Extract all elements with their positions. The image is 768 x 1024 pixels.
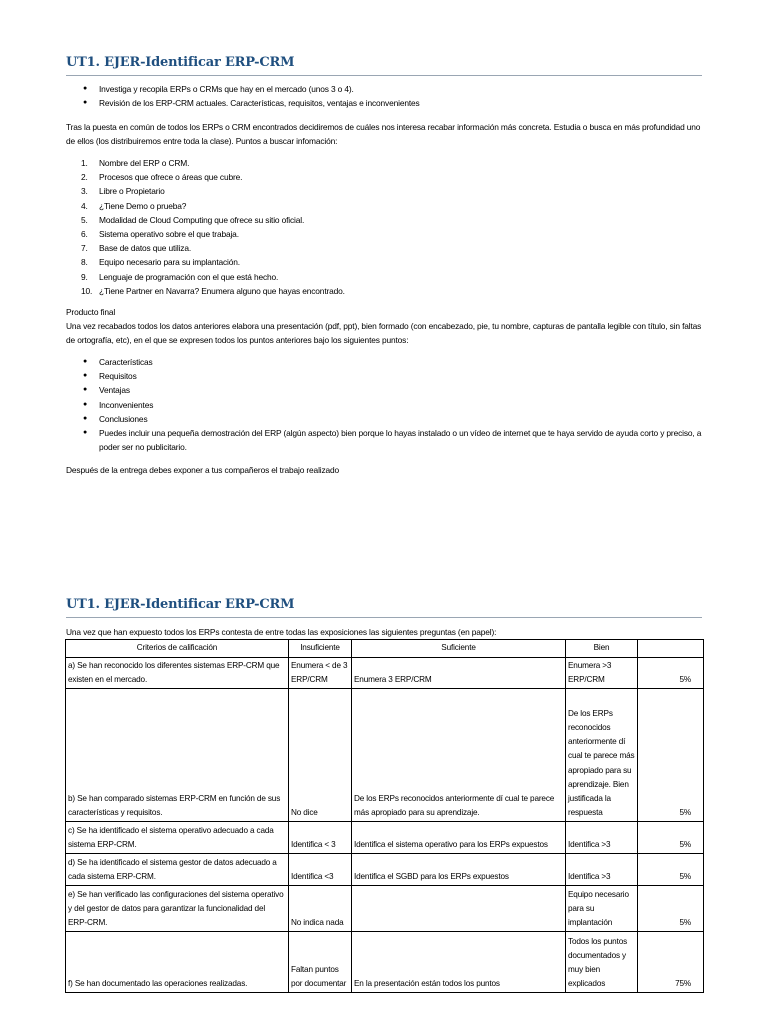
bullet-icon: ● [83,85,88,92]
table-header-row [66,640,704,658]
weight-cell: 5% [638,822,704,854]
bullet-icon: ● [83,386,88,394]
bullet-icon: ● [83,400,88,408]
insuficiente-cell: Enumera < de 3 ERP/CRM [289,658,352,689]
grading-criteria-table [65,639,704,993]
bien-cell: Todos los puntos documentados y muy bien explicados [566,932,638,993]
bullet-icon: ● [83,372,88,380]
bullet-icon: ● [83,429,88,437]
suficiente-cell: Enumera 3 ERP/CRM [352,658,566,689]
weight-cell: 75% [638,932,704,993]
list-item: ● Características [66,355,702,369]
column-header: Suficiente [352,640,566,658]
list-item: ● Investiga y recopila ERPs o CRMs que hay en el mercado (unos 3 o 4). [66,82,702,96]
weight-cell: 5% [638,689,704,822]
list-item: ● Conclusiones [66,412,702,426]
bullet-icon: ● [83,358,88,365]
suficiente-cell: De los ERPs reconocidos anteriormente dí cual te parece más apropiado para su aprendizaje. [352,689,566,822]
product-paragraph: Una vez recabados todos los datos anteriores elabora una presentación (pdf, ppt), bien formado (con encabezado, pie, tu nombre, capturas de pantalla legible con título, sin faltas de ortografía, etc), en el que se expresen todos los puntos anteriores bajo los siguientes puntos: [66,321,702,346]
insuficiente-cell: Identifica <3 [289,854,352,886]
suficiente-cell: En la presentación están todos los puntos [352,932,566,993]
list-item: 4. ¿Tiene Demo o prueba? [81,200,187,211]
list-item: 10. ¿Tiene Partner en Navarra? Enumera alguno que hayas encontrado. [81,285,345,296]
column-header: Insuficiente [289,640,352,658]
product-bullet-list [66,355,702,454]
bien-cell: De los ERPs reconocidos anteriormente dí cual te parece más apropiado para su aprendizaje. Bien justificada la respuesta [566,689,638,822]
table-row [66,822,704,854]
bien-cell: Enumera >3 ERP/CRM [566,658,638,689]
table-row [66,658,704,689]
list-item: ● Inconvenientes [66,398,702,412]
column-header: Bien [566,640,638,658]
column-header [638,640,704,658]
criterion-cell: d) Se ha identificado el sistema gestor de datos adecuado a cada sistema ERP-CRM. [66,854,289,886]
list-item: 6. Sistema operativo sobre el que trabaja. [81,229,239,240]
insuficiente-cell: Faltan puntos por documentar [289,932,352,993]
list-item: ● Requisitos [66,369,702,383]
weight-cell: 5% [638,854,704,886]
intro-bullet-list [66,82,702,110]
list-item: ● Ventajas [66,383,702,397]
list-item: 3. Libre o Propietario [81,186,165,197]
intro-paragraph: Tras la puesta en común de todos los ERPs o CRM encontrados decidiremos de cuáles nos interesa recabar información más concreta. Estudia o busca en más profundidad uno de ellos (los distribuiremos entre toda la clase). Puntos a buscar infomación: [66,122,701,147]
suficiente-cell: Identifica el SGBD para los ERPs expuestos [352,854,566,886]
insuficiente-cell: No dice [289,689,352,822]
bullet-icon: ● [83,414,88,422]
suficiente-cell [352,886,566,932]
list-item: 7. Base de datos que utiliza. [81,243,192,254]
criterion-cell: f) Se han documentado las operaciones realizadas. [66,932,289,993]
criterion-cell: b) Se han comparado sistemas ERP-CRM en función de sus características y requisitos. [66,689,289,822]
table-row [66,689,704,822]
bullet-icon: ● [83,99,88,107]
criterion-cell: c) Se ha identificado el sistema operativo adecuado a cada sistema ERP-CRM. [66,822,289,854]
table-row [66,854,704,886]
section-title: UT1. EJER-Identificar ERP-CRM [66,55,702,76]
insuficiente-cell: No indica nada [289,886,352,932]
list-item: 8. Equipo necesario para su implantación. [81,257,240,268]
weight-cell: 5% [638,658,704,689]
product-heading: Producto final [66,307,116,317]
criterion-cell: e) Se han verificado las configuraciones del sistema operativo y del gestor de datos para garantizar la funcionalidad del ERP-CRM. [66,886,289,932]
bien-cell: Identifica >3 [566,822,638,854]
list-item: 2. Procesos que ofrece o áreas que cubre. [81,172,243,183]
bien-cell: Equipo necesario para su implantación [566,886,638,932]
insuficiente-cell: Identifica < 3 [289,822,352,854]
table-row [66,886,704,932]
evaluation-intro: Una vez que han expuesto todos los ERPs contesta de entre todas las exposiciones las siguientes preguntas (en papel): [66,627,497,637]
info-points-list [66,156,702,298]
list-item: 5. Modalidad de Cloud Computing que ofrece su sitio oficial. [81,214,305,225]
suficiente-cell: Identifica el sistema operativo para los ERPs expuestos [352,822,566,854]
table-row [66,932,704,993]
list-item: 9. Lenguaje de programación con el que está hecho. [81,271,279,282]
closing-paragraph: Después de la entrega debes exponer a tus compañeros el trabajo realizado [66,465,340,475]
list-item: ● Revisión de los ERP-CRM actuales. Características, requisitos, ventajas e inconvenientes [66,96,702,110]
list-item: ● Puedes incluir una pequeña demostración del ERP (algún aspecto) bien porque lo hayas instalado o un vídeo de internet que te haya servido de ayuda corto y preciso, a poder ser no publicitario. [83,428,702,453]
criterion-cell: a) Se han reconocido los diferentes sistemas ERP-CRM que existen en el mercado. [66,658,289,689]
weight-cell: 5% [638,886,704,932]
column-header: Criterios de calificación [66,640,289,658]
bien-cell: Identifica >3 [566,854,638,886]
list-item: 1. Nombre del ERP o CRM. [81,158,190,168]
section-title: UT1. EJER-Identificar ERP-CRM [66,597,702,618]
